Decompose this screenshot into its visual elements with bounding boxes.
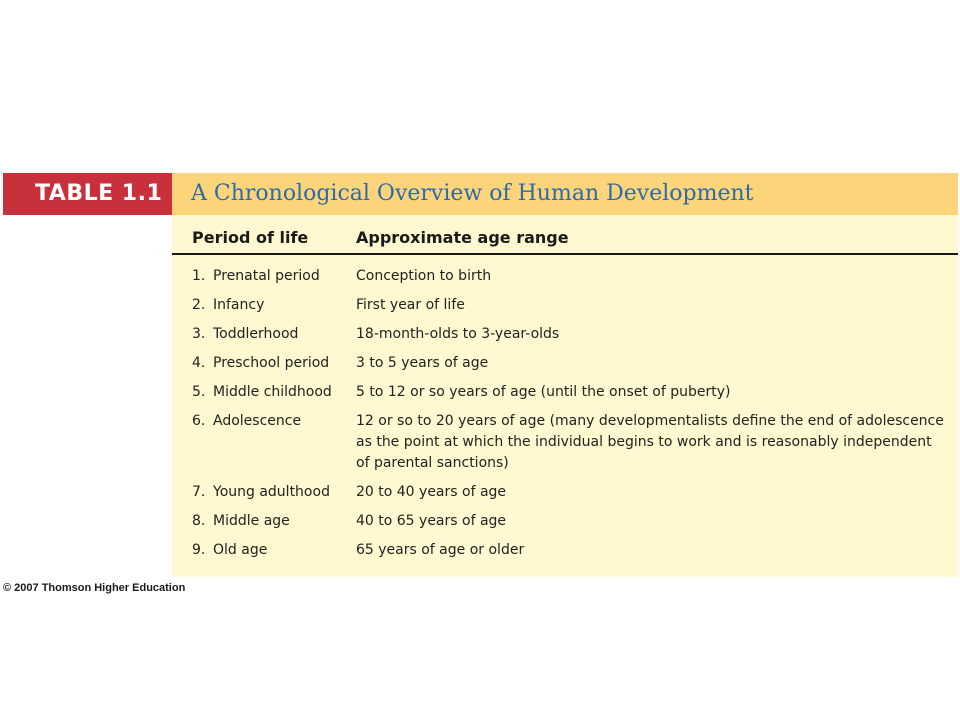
- row-number: 2.: [192, 297, 206, 313]
- table-row: [172, 540, 958, 561]
- table-row: [172, 511, 958, 532]
- age-range-cell: 65 years of age or older: [356, 542, 525, 558]
- row-number: 8.: [192, 513, 206, 529]
- table-title-band: [3, 173, 958, 215]
- table-number-label: TABLE 1.1: [3, 173, 172, 215]
- row-number: 6.: [192, 413, 206, 429]
- period-of-life-cell: Toddlerhood: [213, 326, 299, 342]
- period-of-life-cell: Middle age: [213, 513, 290, 529]
- row-number: 9.: [192, 542, 206, 558]
- period-of-life-cell: Preschool period: [213, 355, 330, 371]
- age-range-cell: 12 or so to 20 years of age (many developmentalists define the end of adolescence as the point at which the individual begins to work and is reasonably independent of parental sanctions): [356, 413, 944, 471]
- table-row: [172, 411, 958, 474]
- period-of-life-cell: Old age: [213, 542, 268, 558]
- row-number: 3.: [192, 326, 206, 342]
- age-range-cell: 40 to 65 years of age: [356, 513, 507, 529]
- table-row: [172, 266, 958, 287]
- age-range-cell: 3 to 5 years of age: [356, 355, 489, 371]
- row-number: 4.: [192, 355, 206, 371]
- copyright-notice: © 2007 Thomson Higher Education: [3, 582, 186, 594]
- period-of-life-cell: Adolescence: [213, 413, 302, 429]
- age-range-cell: 5 to 12 or so years of age (until the onset of puberty): [356, 384, 731, 400]
- table-row: [172, 324, 958, 345]
- table-row: [172, 482, 958, 503]
- age-range-cell: Conception to birth: [356, 268, 492, 284]
- period-of-life-cell: Prenatal period: [213, 268, 320, 284]
- row-number: 5.: [192, 384, 206, 400]
- table-row: [172, 382, 958, 403]
- table-rows: [172, 266, 958, 569]
- table-header-row: [172, 215, 958, 255]
- table-row: [172, 295, 958, 316]
- age-range-cell: First year of life: [356, 297, 465, 313]
- period-of-life-cell: Middle childhood: [213, 384, 332, 400]
- period-of-life-cell: Young adulthood: [213, 484, 330, 500]
- column-header-age-range: Approximate age range: [356, 228, 569, 247]
- column-header-period: Period of life: [192, 228, 309, 247]
- row-number: 7.: [192, 484, 206, 500]
- age-range-cell: 20 to 40 years of age: [356, 484, 507, 500]
- row-number: 1.: [192, 268, 206, 284]
- period-of-life-cell: Infancy: [213, 297, 265, 313]
- data-table: [172, 215, 958, 577]
- age-range-cell: 18-month-olds to 3-year-olds: [356, 326, 560, 342]
- table-row: [172, 353, 958, 374]
- table-title: A Chronological Overview of Human Development: [172, 173, 958, 215]
